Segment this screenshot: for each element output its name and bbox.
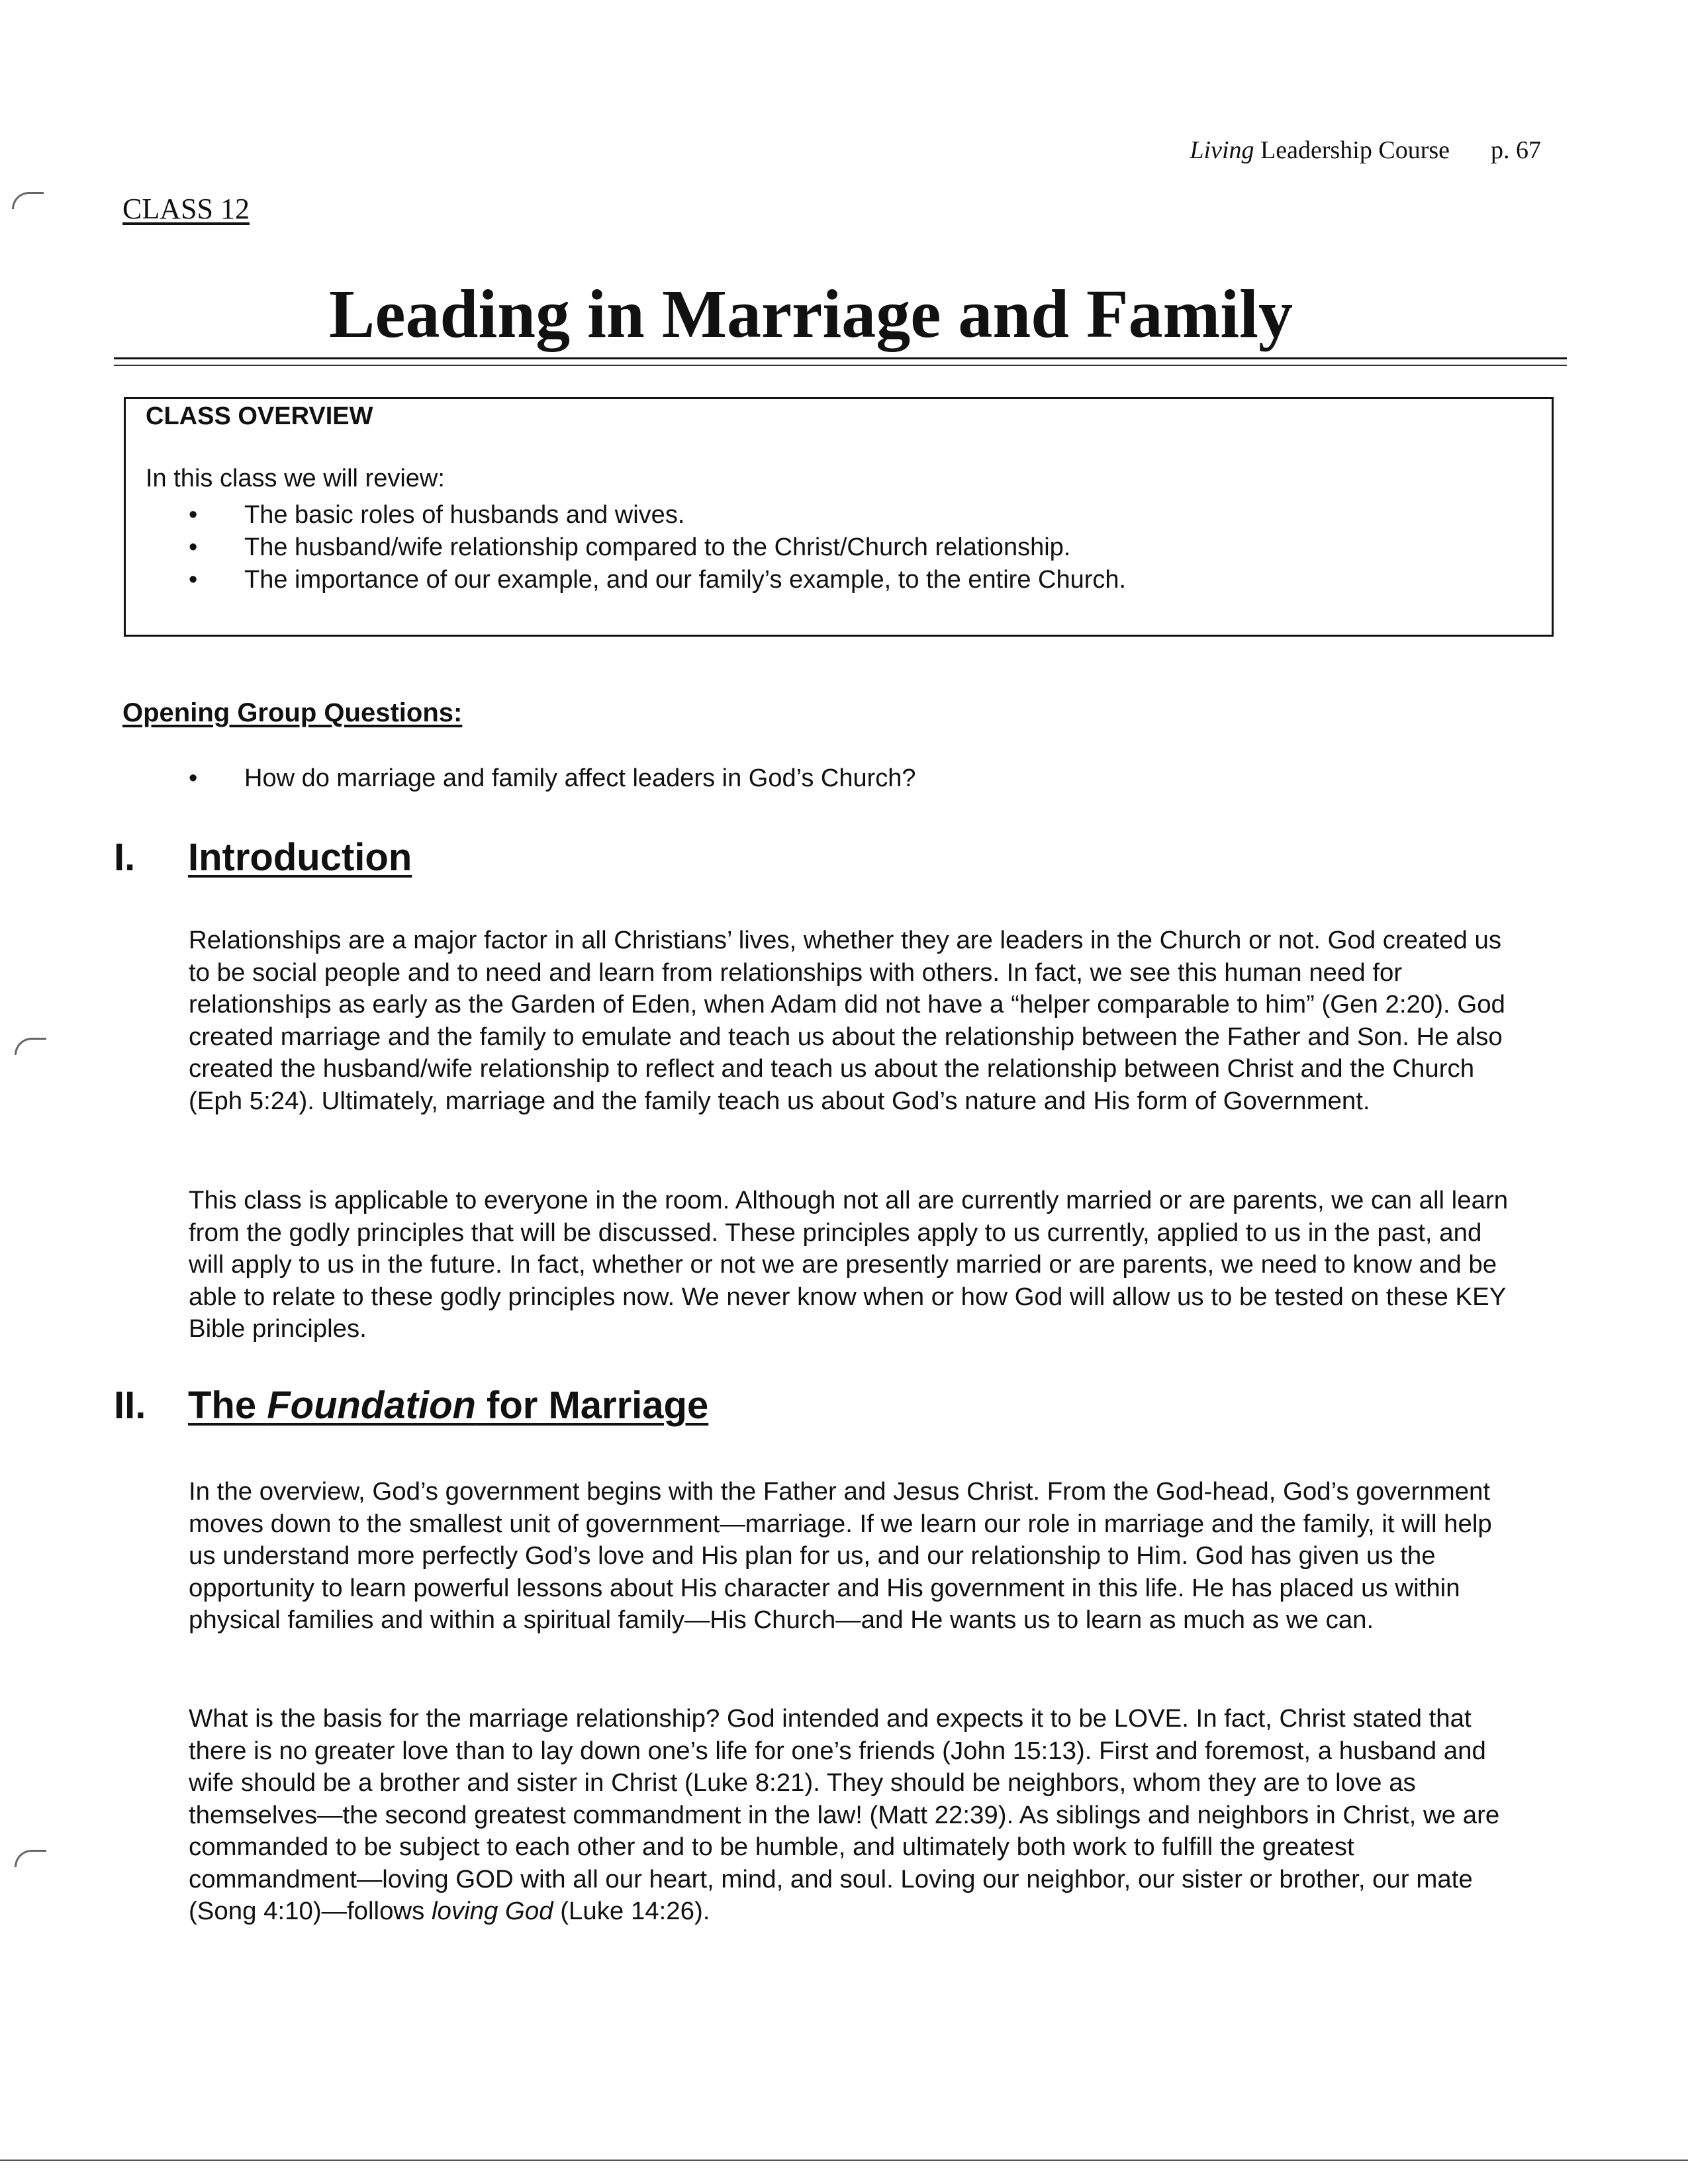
section-number: II. — [114, 1384, 146, 1427]
class-label: CLASS 12 — [122, 193, 250, 225]
paragraph-italic: loving God — [432, 1897, 553, 1925]
paragraph-text: What is the basis for the marriage relationship? God intended and expects it to be LOVE. In fact, Christ stated that there is no greater love than to lay down one’s life for one’s friends (John 15:13). First and foremost, a husband and wife should be a brother and sister in Christ (Luke 8:21). They should be neighbors, whom they are to love as themselves—the second greatest commandment in the law! (Matt 22:39). As siblings and neighbors in Christ, we are commanded to be subject to each other and to be humble, and ultimately both work to fulfill the greatest commandment—loving GOD with all our heart, mind, and soul. Loving our neighbor, our sister or brother, our mate (Song 4:10)—follows — [189, 1704, 1500, 1925]
class-overview-heading: CLASS OVERVIEW — [146, 402, 373, 430]
hole-punch-mark — [15, 1038, 46, 1055]
course-name: Leadership Course — [1254, 136, 1450, 164]
page-bottom-edge — [0, 2160, 1688, 2161]
section-title-pre: The — [188, 1384, 267, 1427]
running-header — [1190, 136, 1541, 165]
section-title-post: for Marriage — [475, 1384, 709, 1427]
paragraph: In the overview, God’s government begins with the Father and Jesus Christ. From the God-head, God’s government moves down to the smallest unit of government—marriage. If we learn our role in marriage and the family, it will help us understand more perfectly God’s love and His plan for us, and our relationship to Him. God has given us the opportunity to learn powerful lessons about His character and His government in this life. He has placed us within physical families and within a spiritual family—His Church—and He wants us to learn as much as we can. — [189, 1477, 1492, 1634]
hole-punch-mark — [12, 192, 44, 209]
section-title-italic: Foundation — [267, 1384, 476, 1427]
question-item: • How do marriage and family affect leaders in God’s Church? — [189, 764, 916, 793]
overview-item: • The basic roles of husbands and wives. — [189, 499, 1126, 531]
paragraph: This class is applicable to everyone in the room. Although not all are currently married or are parents, we can all learn from the godly principles that will be discussed. These principles apply to us currently, applied to us in the past, and will apply to us in the future. In fact, whether or not we are presently married or are parents, we need to know and be able to relate to these godly principles now. We never know when or how God will allow us to be tested on these KEY Bible principles. — [189, 1186, 1509, 1343]
section-heading-foundation — [114, 1383, 708, 1428]
overview-item: • The husband/wife relationship compared to the Christ/Church relationship. — [189, 531, 1126, 564]
title-rule-secondary — [114, 365, 1567, 366]
section-heading-introduction — [114, 835, 412, 880]
overview-item: • The importance of our example, and our family’s example, to the entire Church. — [189, 564, 1126, 596]
class-overview-intro: In this class we will review: — [146, 465, 445, 492]
class-overview-list — [189, 499, 1126, 596]
page-number: p. 67 — [1491, 136, 1541, 164]
page-title: Leading in Marriage and Family — [329, 276, 1293, 352]
title-rule — [114, 357, 1567, 359]
paragraph-text-end: (Luke 14:26). — [553, 1897, 710, 1925]
hole-punch-mark — [15, 1850, 46, 1867]
opening-questions-list — [189, 764, 916, 793]
section-title — [188, 1384, 708, 1427]
section-title: Introduction — [188, 836, 412, 879]
paragraph — [189, 1703, 1523, 1928]
paragraph: Relationships are a major factor in all Christians’ lives, whether they are leaders in the Church or not. God created us to be social people and to need and learn from relationships with others. In fact, we see this human need for relationships as early as the Garden of Eden, when Adam did not have a “helper comparable to him” (Gen 2:20). God created marriage and the family to emulate and teach us about the relationship between the Father and Son. He also created the husband/wife relationship to reflect and teach us about the relationship between Christ and the Church (Eph 5:24). Ultimately, marriage and the family teach us about God’s nature and His form of Government. — [189, 926, 1505, 1115]
course-name-italic: Living — [1190, 136, 1254, 164]
opening-questions-heading: Opening Group Questions: — [122, 698, 463, 727]
section-number: I. — [114, 836, 136, 879]
